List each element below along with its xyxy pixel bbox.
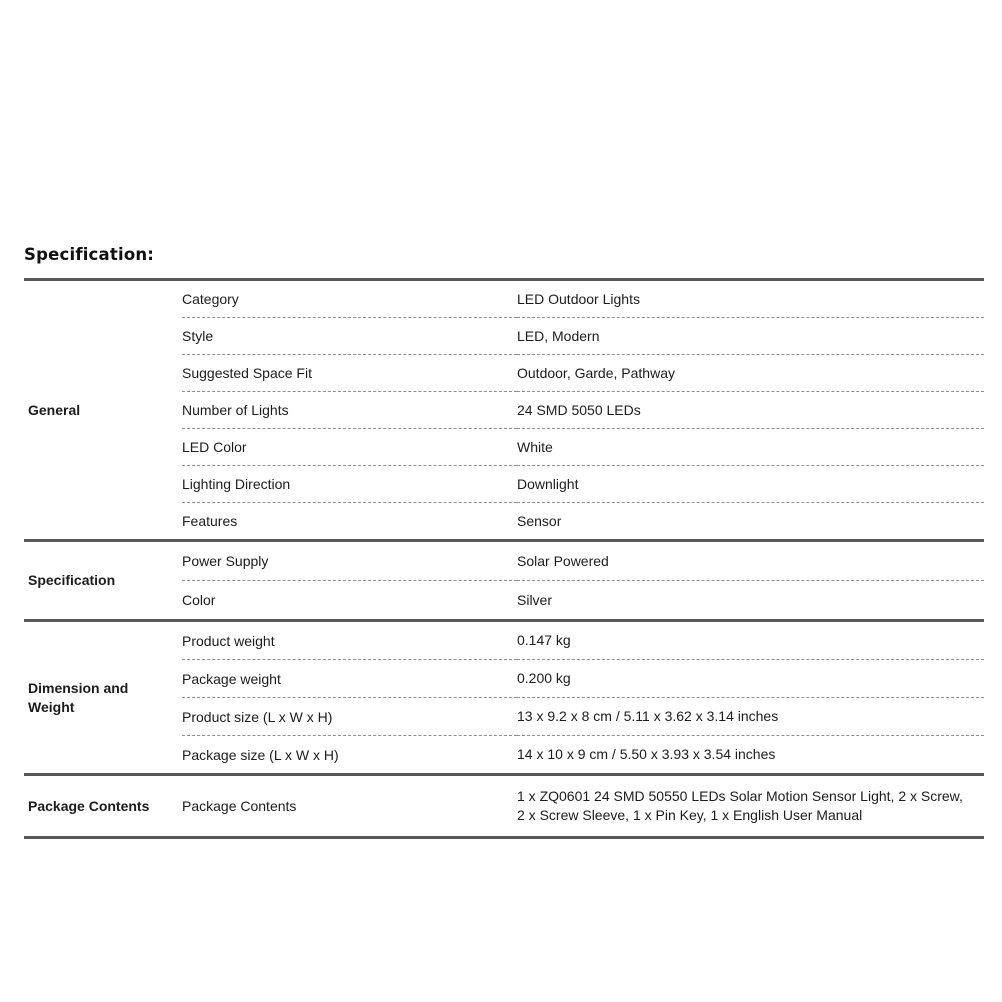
section-label-general: General xyxy=(28,401,81,418)
table-row xyxy=(24,280,984,318)
attribute-value: 24 SMD 5050 LEDs xyxy=(517,392,984,429)
attribute-label: Lighting Direction xyxy=(182,466,517,503)
attribute-value: 0.200 kg xyxy=(517,660,984,698)
attribute-label: Suggested Space Fit xyxy=(182,355,517,392)
attribute-label: Package Contents xyxy=(182,798,297,814)
attribute-value: 13 x 9.2 x 8 cm / 5.11 x 3.62 x 3.14 inches xyxy=(517,698,984,736)
attribute-label: Product weight xyxy=(182,621,517,660)
attribute-label: Color xyxy=(182,592,216,608)
attribute-value-text: 1 x ZQ0601 24 SMD 50550 LEDs Solar Motion Sensor Light, 2 x Screw, 2 x Screw Sleeve, 1 x Pin Key, 1 x English User Manual xyxy=(517,788,963,823)
spec-table xyxy=(24,278,984,839)
attribute-label: Power Supply xyxy=(182,541,517,581)
attribute-label: Style xyxy=(182,318,517,355)
page-title: Specification: xyxy=(24,245,155,264)
attribute-value: 0.147 kg xyxy=(517,621,984,660)
attribute-value: Sensor xyxy=(517,512,562,529)
attribute-value: LED, Modern xyxy=(517,318,984,355)
attribute-value: LED Outdoor Lights xyxy=(517,280,984,318)
attribute-label: Product size (L x W x H) xyxy=(182,698,517,736)
attribute-label: Number of Lights xyxy=(182,392,517,429)
attribute-value: Silver xyxy=(517,591,553,608)
table-row xyxy=(24,621,984,660)
table-row xyxy=(24,541,984,581)
attribute-label: Category xyxy=(182,280,517,318)
attribute-value: White xyxy=(517,429,984,466)
section-label-specification: Specification xyxy=(28,572,116,588)
attribute-label: Package size (L x W x H) xyxy=(182,746,339,763)
section-label-package-contents: Package Contents xyxy=(28,797,150,814)
attribute-label: Package weight xyxy=(182,660,517,698)
attribute-label: LED Color xyxy=(182,429,517,466)
attribute-value: 14 x 10 x 9 cm / 5.50 x 3.93 x 3.54 inches xyxy=(517,746,776,762)
attribute-value: Downlight xyxy=(517,466,984,503)
table-row xyxy=(24,775,984,838)
attribute-value: Solar Powered xyxy=(517,541,984,581)
attribute-label: Features xyxy=(182,513,238,529)
attribute-value: Outdoor, Garde, Pathway xyxy=(517,355,984,392)
section-specification xyxy=(24,541,984,621)
section-package-contents xyxy=(24,775,984,838)
attribute-value xyxy=(517,775,984,838)
section-dimension-weight xyxy=(24,621,984,775)
section-label-dimension-weight: Dimension and Weight xyxy=(28,679,129,715)
section-general xyxy=(24,280,984,541)
